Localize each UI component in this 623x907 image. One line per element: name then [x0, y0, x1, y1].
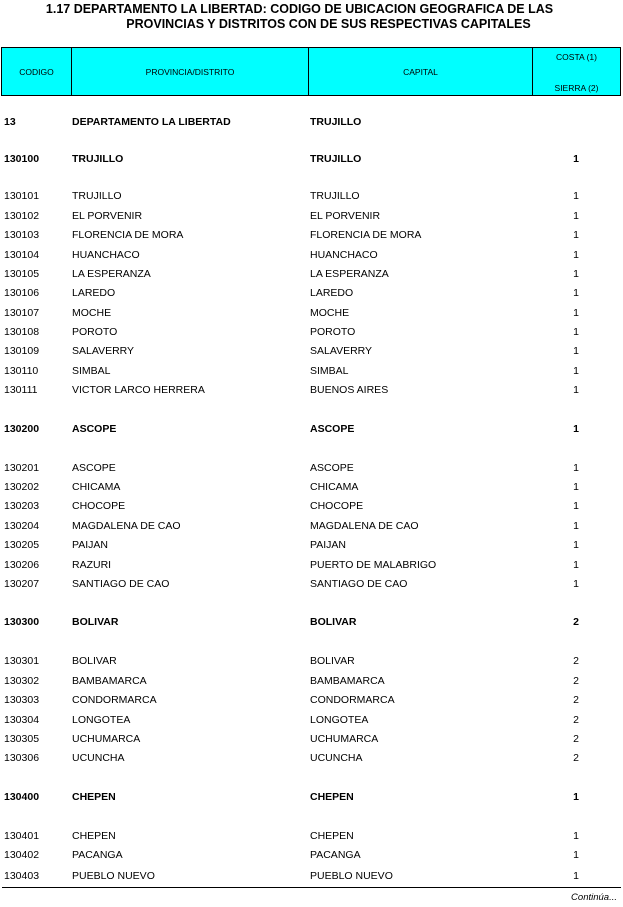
cell-codigo: 130104: [4, 249, 40, 261]
cell-region: 1: [573, 870, 579, 882]
cell-provincia-distrito: TRUJILLO: [72, 153, 124, 165]
cell-capital: SIMBAL: [310, 365, 349, 377]
cell-provincia-distrito: DEPARTAMENTO LA LIBERTAD: [72, 116, 231, 128]
cell-capital: EL PORVENIR: [310, 210, 381, 222]
footer-rule: [2, 887, 621, 888]
cell-capital: SALAVERRY: [310, 345, 373, 357]
cell-capital: UCHUMARCA: [310, 733, 379, 745]
cell-codigo: 130300: [4, 616, 40, 628]
cell-codigo: 130103: [4, 229, 40, 241]
table-header: [1, 47, 621, 96]
cell-region: 1: [573, 229, 579, 241]
cell-codigo: 130100: [4, 153, 40, 165]
table-row: [0, 712, 623, 728]
cell-capital: ASCOPE: [310, 462, 354, 474]
table-row: [0, 324, 623, 340]
cell-capital: LAREDO: [310, 287, 354, 299]
document-title: [0, 2, 623, 32]
cell-capital: CHICAMA: [310, 481, 359, 493]
cell-codigo: 130306: [4, 752, 40, 764]
cell-codigo: 130102: [4, 210, 40, 222]
table-row: [0, 460, 623, 476]
table-row: [0, 285, 623, 301]
cell-codigo: 13: [4, 116, 16, 128]
cell-region: 1: [573, 849, 579, 861]
cell-provincia-distrito: ASCOPE: [72, 423, 117, 435]
cell-provincia-distrito: CHICAMA: [72, 481, 121, 493]
cell-region: 1: [573, 307, 579, 319]
section-row: [0, 421, 623, 437]
cell-region: 1: [573, 153, 579, 165]
cell-codigo: 130403: [4, 870, 40, 882]
cell-region: 1: [573, 500, 579, 512]
section-row: [0, 151, 623, 167]
table-row: [0, 479, 623, 495]
table-row: [0, 343, 623, 359]
cell-capital: TRUJILLO: [310, 190, 360, 202]
continua-note: Continúa...: [571, 892, 617, 903]
cell-provincia-distrito: SALAVERRY: [72, 345, 135, 357]
table-row: [0, 518, 623, 534]
table-row: [0, 537, 623, 553]
cell-codigo: 130108: [4, 326, 40, 338]
cell-region: 1: [573, 249, 579, 261]
cell-codigo: 130204: [4, 520, 40, 532]
cell-codigo: 130201: [4, 462, 40, 474]
cell-region: 2: [573, 714, 579, 726]
cell-region: 1: [573, 268, 579, 280]
title-line-1: 1.17 DEPARTAMENTO LA LIBERTAD: CODIGO DE UBICACION GEOGRAFICA DE LAS: [45, 2, 554, 16]
cell-provincia-distrito: CONDORMARCA: [72, 694, 157, 706]
table-row: [0, 828, 623, 844]
cell-provincia-distrito: EL PORVENIR: [72, 210, 143, 222]
cell-region: 1: [573, 384, 579, 396]
cell-capital: BOLIVAR: [310, 616, 357, 628]
header-provincia-distrito: PROVINCIA/DISTRITO: [71, 48, 308, 95]
cell-codigo: 130205: [4, 539, 40, 551]
cell-capital: TRUJILLO: [310, 153, 362, 165]
section-row: [0, 789, 623, 805]
header-codigo: CODIGO: [1, 48, 71, 95]
cell-capital: LONGOTEA: [310, 714, 369, 726]
cell-capital: SANTIAGO DE CAO: [310, 578, 408, 590]
cell-codigo: 130402: [4, 849, 40, 861]
title-line-2: PROVINCIAS Y DISTRITOS CON DE SUS RESPECTIVAS CAPITALES: [126, 17, 531, 31]
cell-provincia-distrito: UCHUMARCA: [72, 733, 141, 745]
cell-provincia-distrito: CHOCOPE: [72, 500, 126, 512]
header-capital: CAPITAL: [308, 48, 532, 95]
cell-capital: BUENOS AIRES: [310, 384, 389, 396]
cell-capital: CHEPEN: [310, 791, 354, 803]
cell-region: 2: [573, 675, 579, 687]
cell-capital: HUANCHACO: [310, 249, 378, 261]
cell-region: 1: [573, 326, 579, 338]
cell-provincia-distrito: BOLIVAR: [72, 655, 117, 667]
table-row: [0, 382, 623, 398]
cell-region: 2: [573, 655, 579, 667]
cell-capital: CHOCOPE: [310, 500, 364, 512]
cell-codigo: 130206: [4, 559, 40, 571]
cell-capital: MAGDALENA DE CAO: [310, 520, 419, 532]
cell-capital: PAIJAN: [310, 539, 346, 551]
cell-codigo: 130111: [4, 384, 38, 396]
cell-region: 1: [573, 830, 579, 842]
table-row: [0, 266, 623, 282]
table-row: [0, 498, 623, 514]
cell-provincia-distrito: SANTIAGO DE CAO: [72, 578, 170, 590]
cell-codigo: 130207: [4, 578, 40, 590]
cell-provincia-distrito: PAIJAN: [72, 539, 108, 551]
cell-region: 1: [573, 287, 579, 299]
cell-region: 1: [573, 423, 579, 435]
cell-provincia-distrito: BOLIVAR: [72, 616, 119, 628]
table-row: [0, 731, 623, 747]
table-row: [0, 188, 623, 204]
cell-region: 1: [573, 520, 579, 532]
cell-capital: MOCHE: [310, 307, 350, 319]
table-row: [0, 247, 623, 263]
cell-region: 1: [573, 210, 579, 222]
cell-region: 1: [573, 462, 579, 474]
cell-region: 2: [573, 616, 579, 628]
cell-capital: PUEBLO NUEVO: [310, 870, 393, 882]
cell-provincia-distrito: SIMBAL: [72, 365, 111, 377]
cell-capital: TRUJILLO: [310, 116, 362, 128]
cell-capital: ASCOPE: [310, 423, 355, 435]
cell-capital: FLORENCIA DE MORA: [310, 229, 422, 241]
header-costa: COSTA (1): [556, 52, 597, 62]
cell-codigo: 130105: [4, 268, 40, 280]
table-row: [0, 363, 623, 379]
cell-provincia-distrito: VICTOR LARCO HERRERA: [72, 384, 205, 396]
table-row: [0, 673, 623, 689]
cell-provincia-distrito: FLORENCIA DE MORA: [72, 229, 184, 241]
table-row: [0, 557, 623, 573]
header-region: [532, 48, 621, 95]
cell-region: 2: [573, 694, 579, 706]
cell-provincia-distrito: PUEBLO NUEVO: [72, 870, 155, 882]
cell-codigo: 130304: [4, 714, 40, 726]
cell-provincia-distrito: HUANCHACO: [72, 249, 140, 261]
cell-provincia-distrito: LAREDO: [72, 287, 116, 299]
cell-codigo: 130303: [4, 694, 40, 706]
cell-capital: UCUNCHA: [310, 752, 363, 764]
cell-region: 1: [573, 791, 579, 803]
table-row: [0, 305, 623, 321]
cell-provincia-distrito: POROTO: [72, 326, 118, 338]
cell-provincia-distrito: CHEPEN: [72, 791, 116, 803]
cell-codigo: 130106: [4, 287, 40, 299]
cell-codigo: 130202: [4, 481, 40, 493]
cell-provincia-distrito: MAGDALENA DE CAO: [72, 520, 181, 532]
cell-region: 1: [573, 345, 579, 357]
cell-region: 1: [573, 190, 579, 202]
section-row: [0, 114, 623, 130]
cell-provincia-distrito: UCUNCHA: [72, 752, 125, 764]
cell-codigo: 130400: [4, 791, 40, 803]
cell-region: 1: [573, 578, 579, 590]
cell-region: 1: [573, 539, 579, 551]
cell-codigo: 130301: [4, 655, 40, 667]
table-row: [0, 692, 623, 708]
table-row: [0, 847, 623, 863]
cell-codigo: 130305: [4, 733, 40, 745]
cell-provincia-distrito: CHEPEN: [72, 830, 116, 842]
cell-capital: BAMBAMARCA: [310, 675, 385, 687]
cell-codigo: 130107: [4, 307, 40, 319]
cell-provincia-distrito: TRUJILLO: [72, 190, 122, 202]
cell-capital: CHEPEN: [310, 830, 354, 842]
table-row: [0, 208, 623, 224]
cell-capital: PUERTO DE MALABRIGO: [310, 559, 437, 571]
cell-provincia-distrito: ASCOPE: [72, 462, 116, 474]
table-row: [0, 576, 623, 592]
cell-codigo: 130302: [4, 675, 40, 687]
section-row: [0, 614, 623, 630]
table-row: [0, 653, 623, 669]
cell-provincia-distrito: LONGOTEA: [72, 714, 131, 726]
cell-codigo: 130109: [4, 345, 40, 357]
cell-codigo: 130101: [4, 190, 40, 202]
cell-provincia-distrito: MOCHE: [72, 307, 112, 319]
table-row: [0, 868, 623, 884]
cell-capital: POROTO: [310, 326, 356, 338]
cell-codigo: 130200: [4, 423, 40, 435]
cell-capital: PACANGA: [310, 849, 361, 861]
cell-capital: CONDORMARCA: [310, 694, 395, 706]
cell-codigo: 130110: [4, 365, 39, 377]
cell-region: 1: [573, 559, 579, 571]
cell-provincia-distrito: PACANGA: [72, 849, 123, 861]
cell-region: 1: [573, 481, 579, 493]
cell-region: 1: [573, 365, 579, 377]
table-row: [0, 227, 623, 243]
cell-capital: LA ESPERANZA: [310, 268, 389, 280]
cell-provincia-distrito: RAZURI: [72, 559, 112, 571]
cell-provincia-distrito: LA ESPERANZA: [72, 268, 151, 280]
cell-region: 2: [573, 752, 579, 764]
cell-region: 2: [573, 733, 579, 745]
cell-capital: BOLIVAR: [310, 655, 355, 667]
cell-codigo: 130401: [4, 830, 40, 842]
cell-codigo: 130203: [4, 500, 40, 512]
table-row: [0, 750, 623, 766]
header-sierra: SIERRA (2): [554, 83, 599, 93]
cell-provincia-distrito: BAMBAMARCA: [72, 675, 147, 687]
